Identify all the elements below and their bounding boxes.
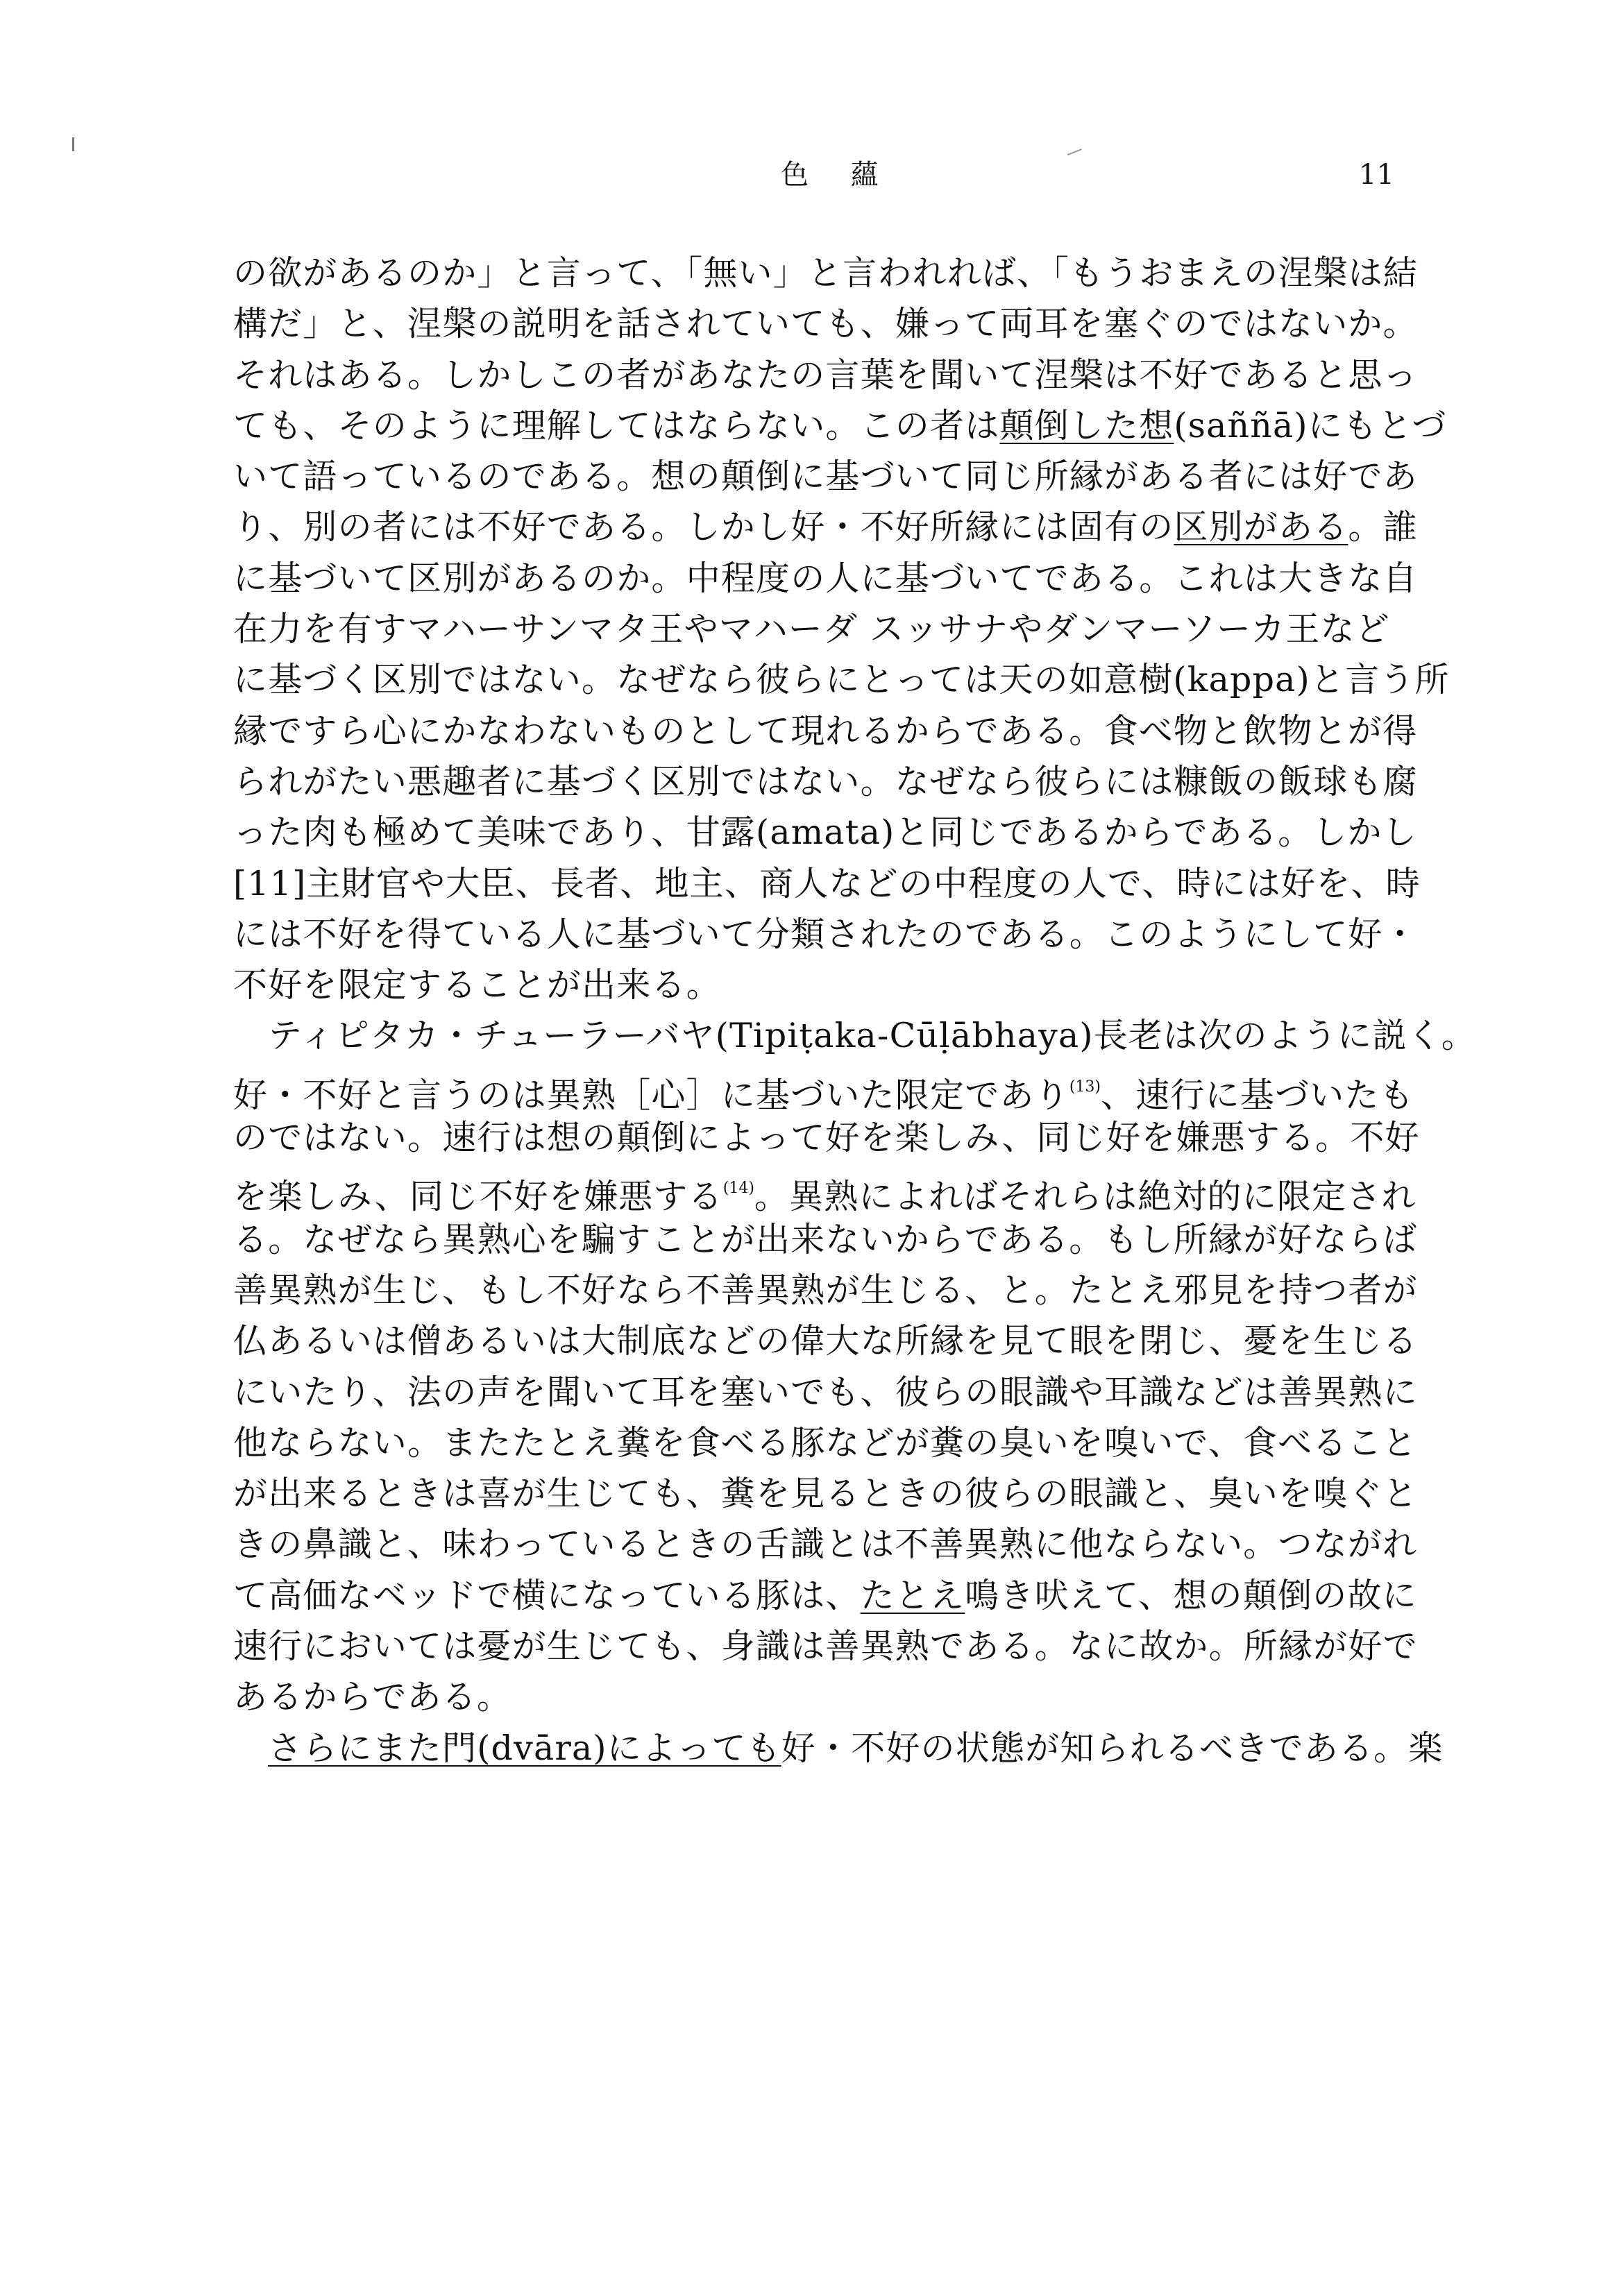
text-line	[233, 756, 1434, 807]
text-line	[233, 248, 1434, 298]
text-segment: が出来るときは喜が生じても、糞を見るときの彼らの眼識と、臭いを嗅ぐと	[233, 1474, 1418, 1514]
text-segment: 構だ」と、涅槃の説明を話されていても、嫌って両耳を塞ぐのではないか。	[233, 304, 1418, 344]
text-line	[233, 1418, 1434, 1468]
text-line	[233, 909, 1434, 960]
text-line	[233, 400, 1447, 451]
underlined-text: 顛倒した想	[999, 405, 1174, 445]
text-line	[233, 1723, 1444, 1774]
text-segment: 在力を有すマハーサンマタ王やマハーダ スッサナやダンマーソーカ王など	[233, 609, 1391, 649]
text-segment: に基づいて区別があるのか。中程度の人に基づいてである。これは大きな自	[233, 558, 1418, 598]
text-segment: それはある。しかしこの者があなたの言葉を聞いて涅槃は不好であると思っ	[233, 355, 1418, 395]
text-line	[233, 807, 1434, 858]
text-segment: 善異熟が生じ、もし不好なら不善異熟が生じる、と。たとえ邪見を持つ者が	[233, 1270, 1418, 1310]
text-line	[233, 1265, 1434, 1316]
text-segment: った肉も極めて美味であり、甘露(amata)と同じであるからである。しかし	[233, 813, 1417, 853]
running-header	[0, 154, 1624, 196]
text-segment: の欲があるのか」と言って、「無い」と言われれば、「もうおまえの涅槃は結	[233, 253, 1419, 293]
text-segment: 、速行に基づいたも	[1100, 1075, 1414, 1115]
text-segment: られがたい悪趣者に基づく区別ではない。なぜなら彼らには糠飯の飯球も腐	[233, 761, 1418, 801]
text-segment: ても、そのように理解してはならない。この者は	[233, 405, 1000, 445]
text-segment: 好・不好の状態が知られるべきである。楽	[781, 1728, 1444, 1768]
text-segment: ティピタカ・チューラーバヤ(Tipiṭaka-Cūḷābhaya)長老は次のように説く。	[268, 1016, 1476, 1056]
text-segment: て高価なベッドで横になっている豚は、	[233, 1575, 861, 1615]
text-line	[233, 654, 1450, 705]
text-line	[233, 706, 1434, 756]
text-line	[233, 502, 1434, 552]
text-line	[233, 1316, 1434, 1366]
text-segment: いて語っているのである。想の顛倒に基づいて同じ所縁がある者には好であ	[233, 457, 1418, 497]
running-title: 色 蘊	[781, 159, 895, 191]
text-line	[233, 858, 1434, 909]
underlined-text: たとえ	[860, 1575, 965, 1615]
text-segment: 不好を限定することが出来る。	[233, 965, 721, 1005]
text-line	[233, 553, 1434, 604]
footnote-ref: (14)	[722, 1180, 754, 1198]
text-segment: 速行においては憂が生じても、身識は善異熟である。なに故か。所縁が好で	[233, 1626, 1418, 1667]
text-segment: 仏あるいは僧あるいは大制底などの偉大な所縁を見て眼を閉じ、憂を生じる	[233, 1321, 1418, 1361]
text-segment: を楽しみ、同じ不好を嫌悪する	[233, 1177, 723, 1217]
text-segment: きの鼻識と、味わっているときの舌識とは不善異熟に他ならない。つながれ	[233, 1524, 1418, 1565]
text-line	[233, 1062, 1434, 1115]
footnote-ref: (13)	[1069, 1078, 1101, 1096]
text-segment: にいたり、法の声を聞いて耳を塞いでも、彼らの眼識や耳識などは善異熟に	[233, 1372, 1418, 1412]
text-segment: [11]主財官や大臣、長者、地主、商人などの中程度の人で、時には好を、時	[233, 863, 1421, 903]
text-line	[233, 350, 1434, 400]
text-segment: (saññā)にもとづ	[1174, 405, 1447, 445]
page-number: 11	[1359, 159, 1394, 191]
text-line	[233, 1570, 1434, 1621]
text-line	[233, 1163, 1434, 1217]
text-segment: 。異熟によればそれらは絶対的に限定され	[754, 1177, 1416, 1217]
text-segment: 他ならない。またたとえ糞を食べる豚などが糞の臭いを嗅いで、食べること	[233, 1422, 1417, 1463]
body-text	[233, 248, 1476, 1774]
underlined-text: 区別がある	[1174, 507, 1348, 547]
text-line	[233, 1367, 1434, 1418]
text-line	[233, 1621, 1434, 1672]
text-line	[233, 960, 1434, 1010]
text-line	[233, 604, 1434, 654]
text-line	[233, 1010, 1476, 1061]
text-line	[233, 1672, 1434, 1722]
text-line	[233, 1112, 1434, 1163]
text-line	[233, 1519, 1434, 1570]
text-segment: り、別の者には不好である。しかし好・不好所縁には固有の	[233, 507, 1174, 547]
text-segment: 鳴き吠えて、想の顛倒の故に	[965, 1575, 1417, 1615]
text-line	[233, 1468, 1434, 1519]
text-line	[233, 1214, 1434, 1265]
text-segment: のではない。速行は想の顛倒によって好を楽しみ、同じ好を嫌悪する。不好	[233, 1118, 1420, 1158]
text-segment: 縁ですら心にかなわないものとして現れるからである。食べ物と飲物とが得	[233, 711, 1418, 751]
text-segment: に基づく区別ではない。なぜなら彼らにとっては天の如意樹(kappa)と言う所	[233, 660, 1450, 700]
margin-mark	[72, 137, 74, 151]
text-segment: 。誰	[1348, 507, 1418, 547]
text-line	[233, 298, 1434, 349]
text-line	[233, 451, 1434, 502]
text-segment: る。なぜなら異熟心を騙すことが出来ないからである。もし所縁が好ならば	[233, 1219, 1418, 1259]
text-segment: 好・不好と言うのは異熟［心］に基づいた限定であり	[233, 1075, 1069, 1115]
text-segment: には不好を得ている人に基づいて分類されたのである。このようにして好・	[233, 914, 1418, 954]
text-segment: あるからである。	[233, 1677, 512, 1717]
underlined-text: さらにまた門(dvāra)によっても	[268, 1728, 781, 1768]
